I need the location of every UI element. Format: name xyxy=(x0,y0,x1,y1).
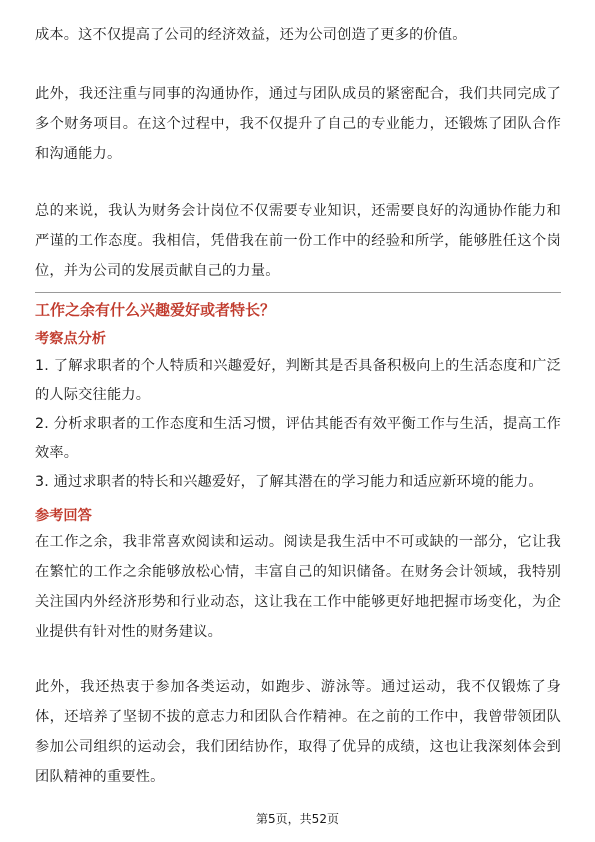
answer-label: 参考回答 xyxy=(35,508,92,524)
answer-paragraph-2: 此外，我还热衷于参加各类运动，如跑步、游泳等。通过运动，我不仅锻炼了身体，还培养了坚韧不拔的意志力和团队合作精神。在之前的工作中，我曾带领团队参加公司组织的运动会，我们团结协作，取得了优异的成绩，这也让我深刻体会到团队精神的重要性。 xyxy=(35,679,561,785)
analysis-item-3: 3. 通过求职者的特长和兴趣爱好，了解其潜在的学习能力和适应新环境的能力。 xyxy=(35,474,543,490)
section-divider xyxy=(35,292,561,293)
analysis-item-2: 2. 分析求职者的工作态度和生活习惯，评估其能否有效平衡工作与生活，提高工作效率。 xyxy=(35,416,561,461)
question-title: 工作之余有什么兴趣爱好或者特长？ xyxy=(35,301,276,319)
analysis-label: 考察点分析 xyxy=(35,331,106,347)
analysis-item-1: 1. 了解求职者的个人特质和兴趣爱好，判断其是否具备积极向上的生活态度和广泛的人际交往能力。 xyxy=(35,358,561,403)
intro-paragraph-3: 总的来说，我认为财务会计岗位不仅需要专业知识，还需要良好的沟通协作能力和严谨的工作态度。我相信，凭借我在前一份工作中的经验和所学，能够胜任这个岗位，并为公司的发展贡献自己的力量。 xyxy=(35,203,561,279)
answer-paragraph-1: 在工作之余，我非常喜欢阅读和运动。阅读是我生活中不可或缺的一部分，它让我在繁忙的工作之余能够放松心情，丰富自己的知识储备。在财务会计领域，我特别关注国内外经济形势和行业动态，这让我在工作中能够更好地把握市场变化，为企业提供有针对性的财务建议。 xyxy=(35,534,561,640)
page-number: 第5页，共52页 xyxy=(256,812,339,826)
intro-paragraph-2: 此外，我还注重与同事的沟通协作，通过与团队成员的紧密配合，我们共同完成了多个财务项目。在这个过程中，我不仅提升了自己的专业能力，还锻炼了团队合作和沟通能力。 xyxy=(35,86,561,162)
intro-paragraph-1: 成本。这不仅提高了公司的经济效益，还为公司创造了更多的价值。 xyxy=(35,27,467,43)
